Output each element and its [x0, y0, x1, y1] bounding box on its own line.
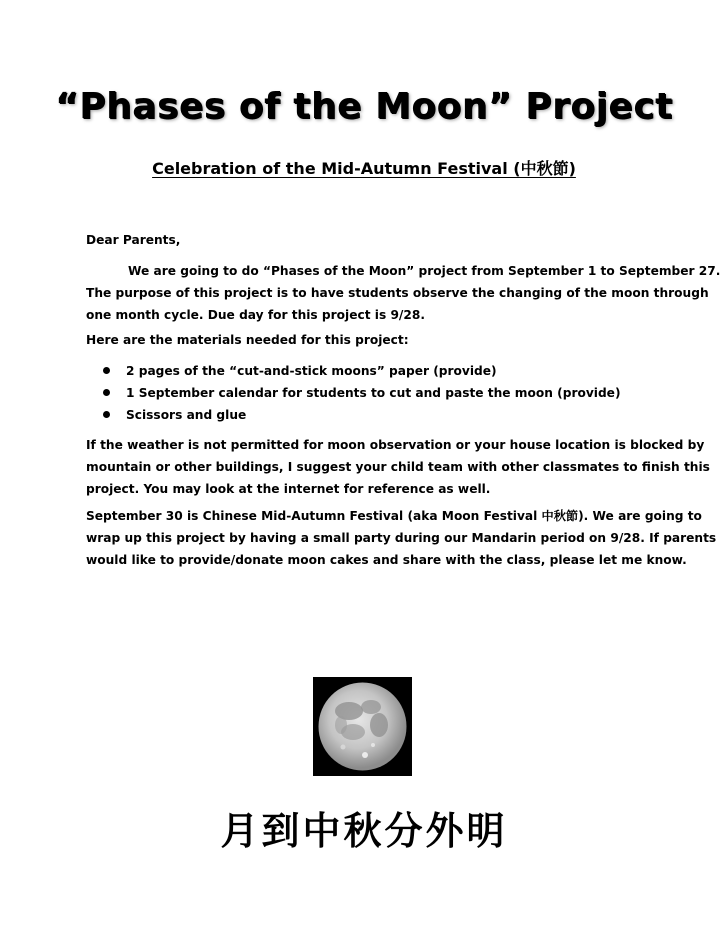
materials-heading: Here are the materials needed for this project:	[86, 333, 409, 347]
subtitle-text: Celebration of the Mid-Autumn Festival (中秋節)	[152, 159, 576, 178]
bullet-icon	[103, 389, 110, 396]
list-item	[86, 404, 646, 426]
salutation: Dear Parents,	[86, 233, 181, 247]
paragraph-line: one month cycle. Due day for this project is 9/28.	[86, 308, 425, 322]
intro-paragraph	[86, 260, 721, 326]
page-title: “Phases of the Moon” Project	[55, 86, 673, 127]
paragraph-line: would like to provide/donate moon cakes and share with the class, please let me know.	[86, 553, 687, 567]
list-item-text: Scissors and glue	[126, 408, 247, 422]
paragraph-line: The purpose of this project is to have students observe the changing of the moon through	[86, 286, 709, 300]
page-subtitle	[0, 156, 728, 179]
paragraph-line: mountain or other buildings, I suggest your child team with other classmates to finish this	[86, 460, 710, 474]
paragraph-line: We are going to do “Phases of the Moon” project from September 1 to September 27.	[128, 264, 721, 278]
paragraph-line: project. You may look at the internet for reference as well.	[86, 482, 491, 496]
weather-paragraph	[86, 434, 710, 500]
paragraph-line: September 30 is Chinese Mid-Autumn Festival (aka Moon Festival 中秋節). We are going to	[86, 509, 702, 523]
paragraph-line: If the weather is not permitted for moon observation or your house location is blocked by	[86, 438, 705, 452]
list-item	[86, 360, 646, 382]
list-item-text: 2 pages of the “cut-and-stick moons” paper (provide)	[126, 364, 497, 378]
bullet-icon	[103, 367, 110, 374]
full-moon-photo-icon	[313, 677, 412, 776]
list-item	[86, 382, 646, 404]
paragraph-line: wrap up this project by having a small party during our Mandarin period on 9/28. If parents	[86, 531, 717, 545]
bullet-icon	[103, 411, 110, 418]
list-item-text: 1 September calendar for students to cut and paste the moon (provide)	[126, 386, 621, 400]
festival-paragraph	[86, 505, 717, 571]
chinese-proverb: 月到中秋分外明	[220, 809, 508, 853]
materials-list	[86, 360, 646, 426]
